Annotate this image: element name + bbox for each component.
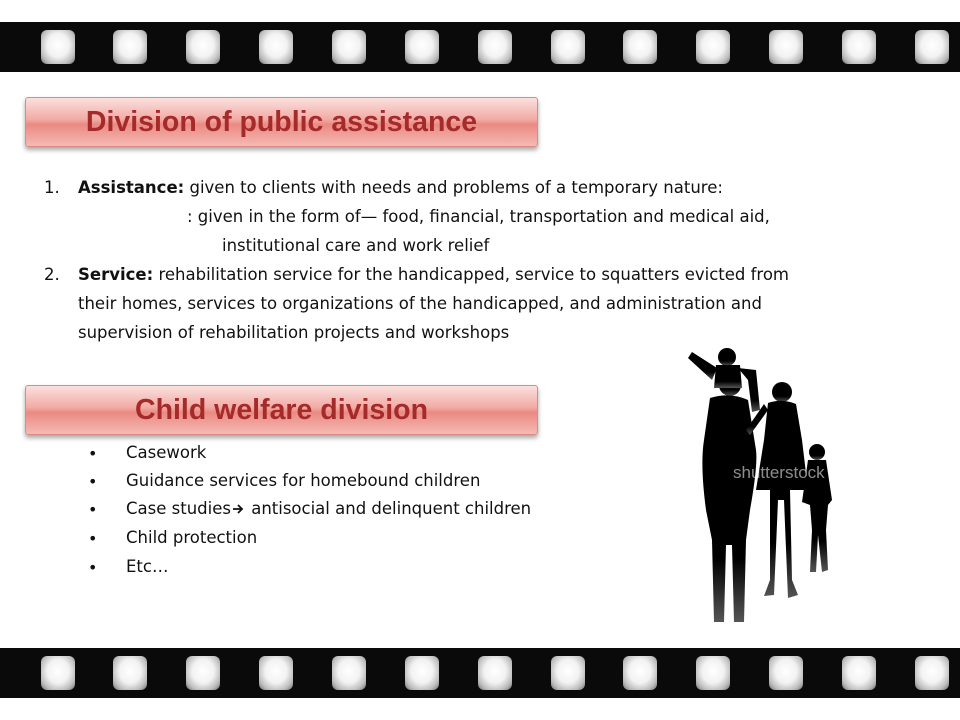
film-hole <box>696 656 730 690</box>
film-hole <box>623 30 657 64</box>
item-continuation: supervision of rehabilitation projects and workshops <box>78 323 510 342</box>
film-hole <box>551 30 585 64</box>
bullet-item-case-studies <box>126 499 531 519</box>
item-continuation: : given in the form of— food, financial, transportation and medical aid, <box>187 207 770 226</box>
film-hole <box>405 656 439 690</box>
item-text: given to clients with needs and problems of a temporary nature: <box>184 178 723 197</box>
family-silhouette-image <box>670 340 840 630</box>
film-hole <box>405 30 439 64</box>
film-hole <box>332 30 366 64</box>
film-hole <box>769 656 803 690</box>
item-continuation: institutional care and work relief <box>222 236 490 255</box>
film-hole <box>696 30 730 64</box>
film-strip-bottom <box>0 648 960 698</box>
film-hole <box>915 30 949 64</box>
heading-text: Child welfare division <box>135 393 428 426</box>
film-hole <box>113 656 147 690</box>
bullet-item: Guidance services for homebound children <box>126 471 481 490</box>
film-hole <box>769 30 803 64</box>
item-continuation: their homes, services to organizations of the handicapped, and administration and <box>78 294 762 313</box>
item-text: rehabilitation service for the handicapped, service to squatters evicted from <box>153 265 790 284</box>
film-hole <box>41 656 75 690</box>
film-hole <box>623 656 657 690</box>
bullet-dot: • <box>88 529 98 548</box>
bullet-text: Case studies <box>126 499 231 518</box>
film-hole <box>478 656 512 690</box>
film-hole <box>915 656 949 690</box>
film-hole <box>842 30 876 64</box>
heading-text: Division of public assistance <box>85 105 478 138</box>
film-strip-top <box>0 22 960 72</box>
list-number: 1. <box>44 178 60 197</box>
bullet-text: antisocial and delinquent children <box>245 499 532 518</box>
bullet-item: Casework <box>126 443 207 462</box>
watermark-text: shutterstock <box>733 463 825 482</box>
film-hole <box>478 30 512 64</box>
bullet-item: Child protection <box>126 528 258 547</box>
list-number: 2. <box>44 265 60 284</box>
bullet-dot: • <box>88 444 98 463</box>
list-item-assistance <box>78 178 723 197</box>
bullet-item: Etc… <box>126 557 169 576</box>
arrow-right-icon <box>232 500 244 519</box>
film-hole <box>113 30 147 64</box>
film-hole <box>842 656 876 690</box>
film-hole <box>259 656 293 690</box>
bullet-dot: • <box>88 500 98 519</box>
section-heading-public-assistance <box>25 97 538 147</box>
bullet-dot: • <box>88 558 98 577</box>
bullet-dot: • <box>88 472 98 491</box>
list-item-service <box>78 265 789 284</box>
item-label: Service: <box>78 265 154 284</box>
film-hole <box>186 30 220 64</box>
film-hole <box>259 30 293 64</box>
film-hole <box>551 656 585 690</box>
film-hole <box>186 656 220 690</box>
item-label: Assistance: <box>78 178 185 197</box>
film-hole <box>332 656 366 690</box>
film-hole <box>41 30 75 64</box>
section-heading-child-welfare <box>25 385 538 435</box>
